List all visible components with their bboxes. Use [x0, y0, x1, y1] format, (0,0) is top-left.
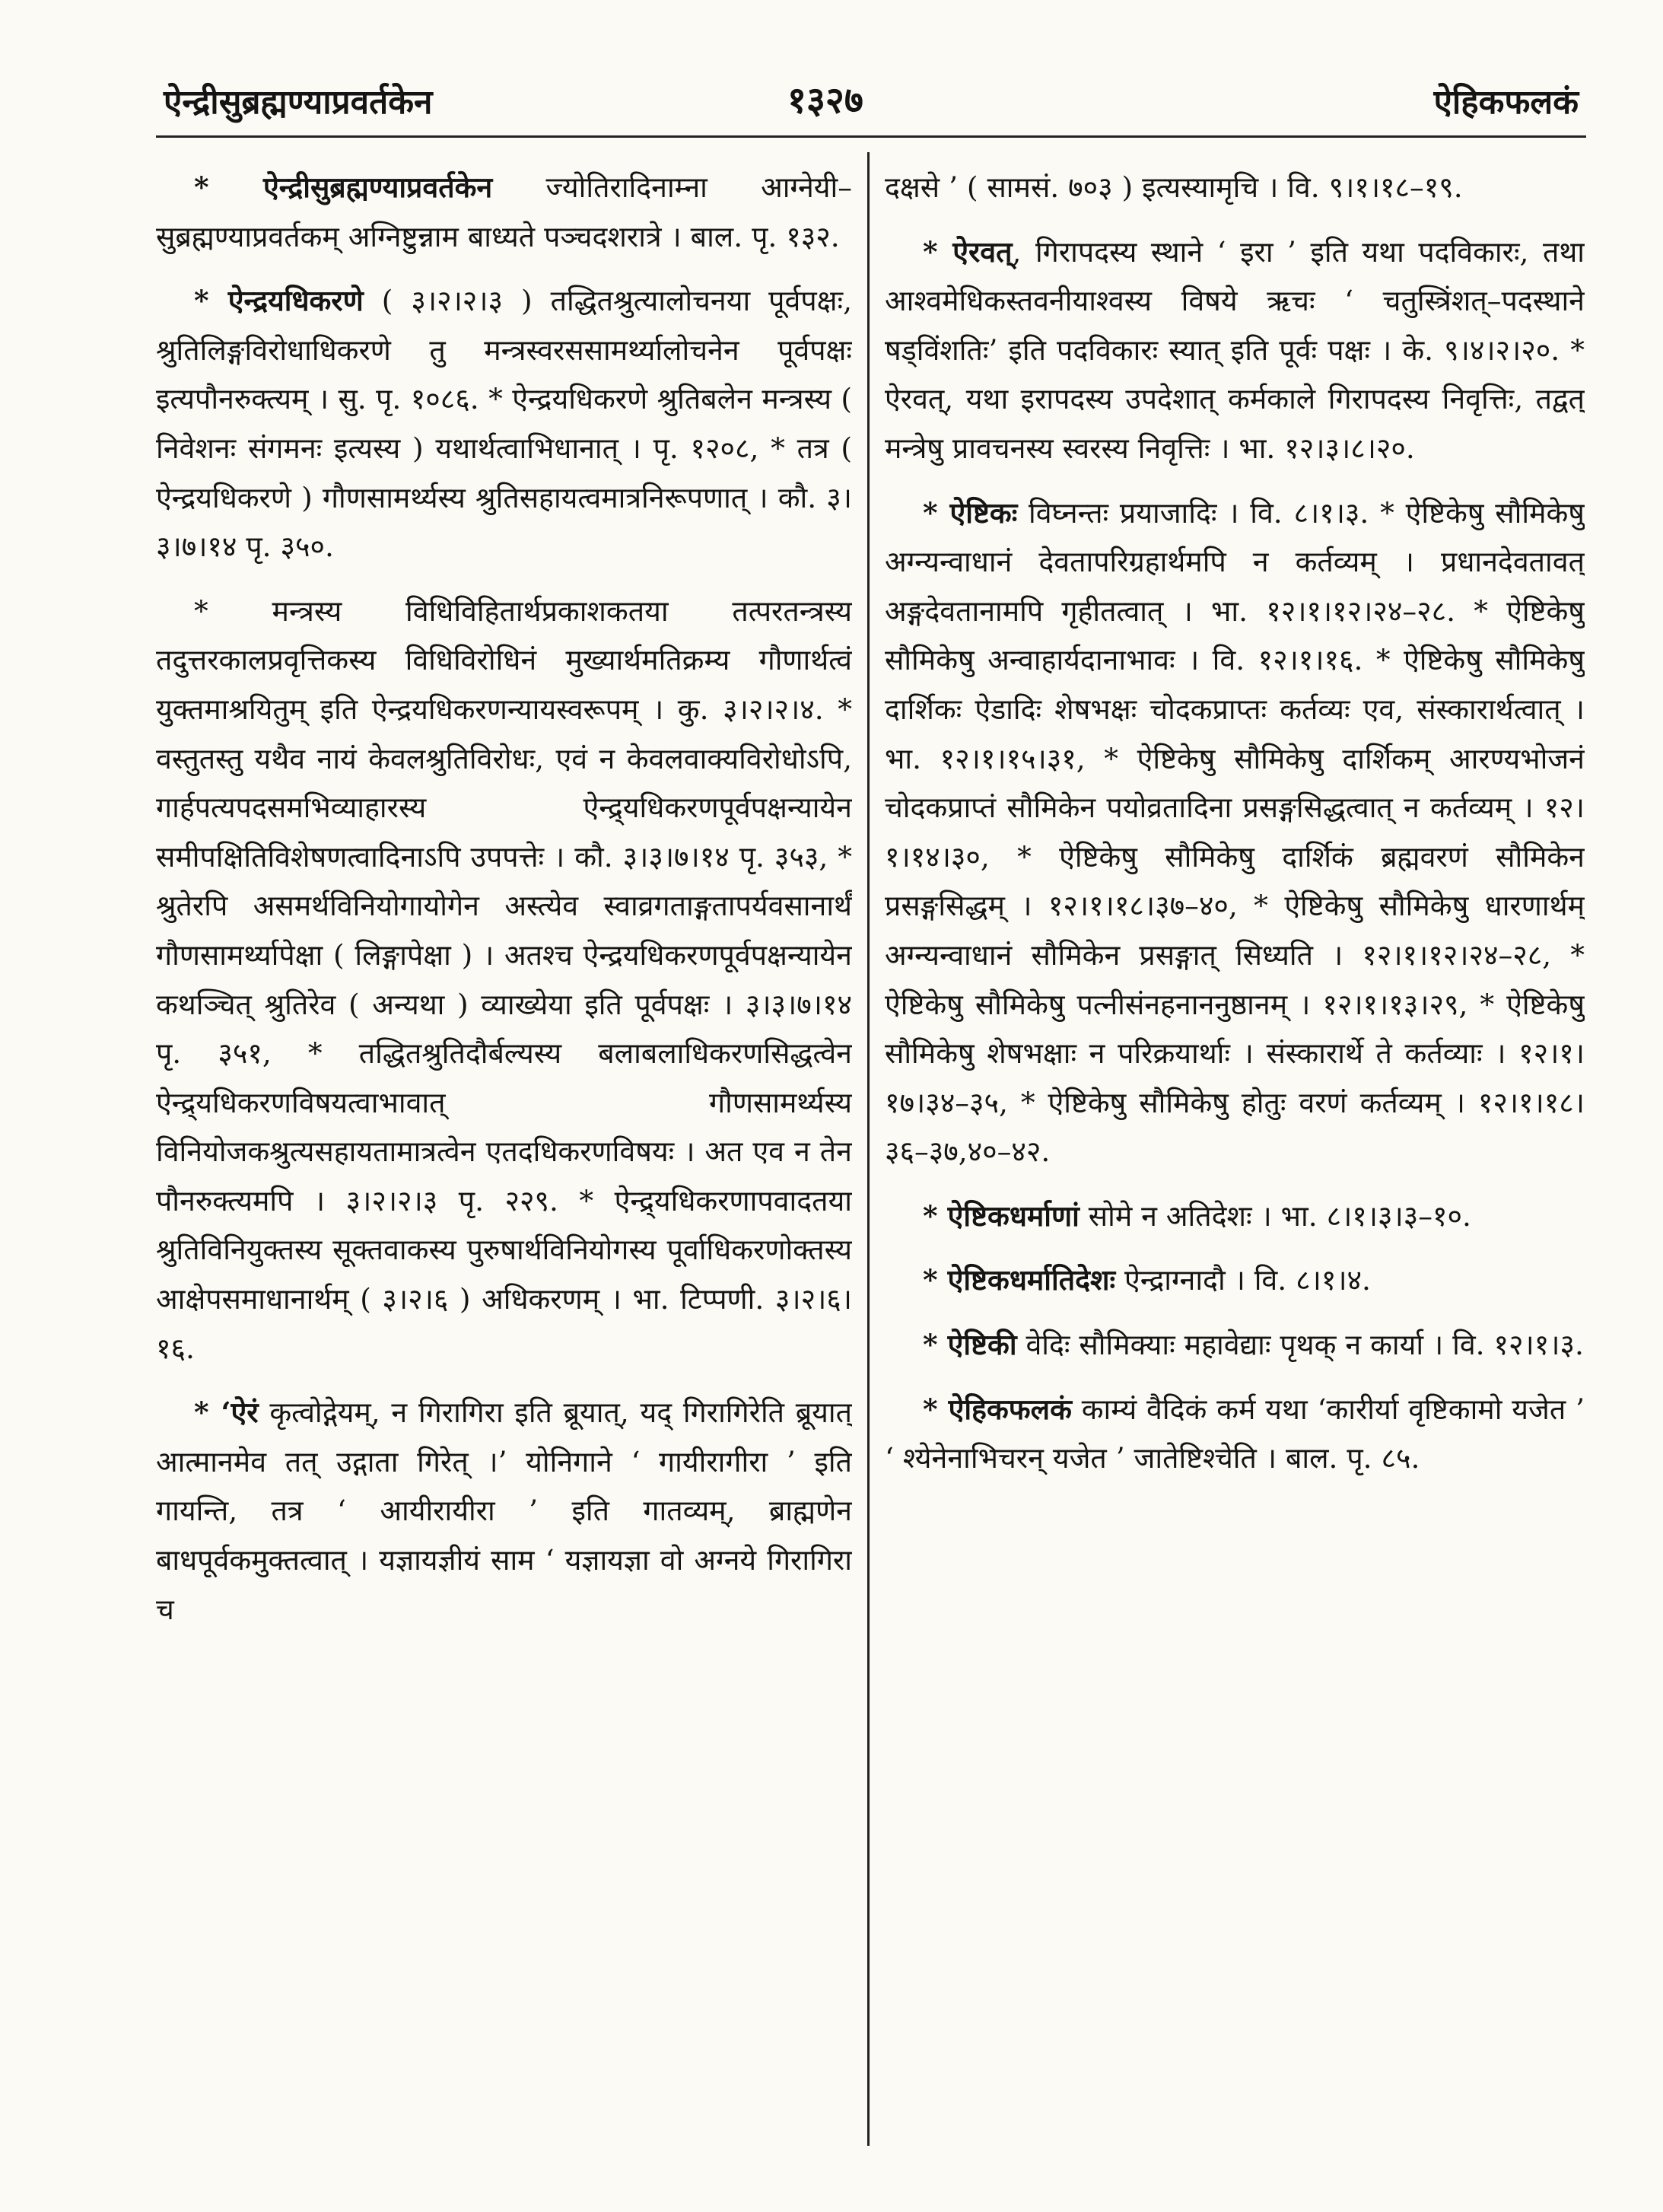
- entry-headword: * ऐष्टिकी: [923, 1328, 1017, 1362]
- entry-text: , गिरापदस्य स्थाने ‘ इरा ’ इति यथा पदविकारः, तथा आश्वमेधिकस्तवनीयाश्वस्य विषये ऋचः ‘ चतुस्त्रिंशत्–पदस्थाने षड्विंशतिः’ इति पदविकारः स्यात् इति पूर्वः पक्षः । के. ९।४।२।२०. * ऐरवत्, यथा इरापदस्य उपदेशात् कर्मकाले गिरापदस्य निवृत्तिः, तद्वत् मन्त्रेषु प्रावचनस्य स्वरस्य निवृत्तिः । भा. १२।३।८।२०.: [885, 234, 1585, 465]
- entry-text: ज्योतिरादिनाम्ना आग्नेयी–सुब्रह्मण्याप्रवर्तकम् अग्निष्टुन्नाम बाध्यते पञ्चदशरात्रे । बाल. पृ. १३२.: [156, 170, 852, 253]
- entry-text: वेदिः सौमिक्याः महावेद्याः पृथक् न कार्या । वि. १२।१।३.: [1016, 1328, 1584, 1362]
- entry-paragraph: [885, 228, 1585, 473]
- left-column: [156, 163, 852, 2166]
- header-left-catchword: ऐन्द्रीसुब्रह्मण्याप्रवर्तकेन: [164, 83, 433, 122]
- entry-text: दक्षसे ’ ( सामसं. ७०३ ) इत्यस्यामृचि । वि. ९।१।१८–१९.: [885, 170, 1463, 204]
- entry-headword: * ऐरवत्: [923, 234, 1013, 269]
- entry-text: कृत्वोद्गेयम्, न गिरागिरा इति ब्रूयात्, यद् गिरागिरेति ब्रूयात् आत्मानमेव तत् उद्गाता गिरेत् ।’ योनिगाने ‘ गायीरागीरा ’ इति गायन्ति, तत्र ‘ आयीरायीरा ’ इति गातव्यम्, ब्राह्मणेन बाधपूर्वकमुक्तत्वात् । यज्ञायज्ञीयं साम ‘ यज्ञायज्ञा वो अग्नये गिरागिरा च: [156, 1396, 852, 1626]
- entry-paragraph: [156, 1388, 852, 1634]
- entry-paragraph: [156, 587, 852, 1373]
- entry-text: ( ३।२।२।३ ) तद्धितश्रुत्यालोचनया पूर्वपक्षः, श्रुतिलिङ्गविरोधाधिकरणे तु मन्त्रस्वरससामर्थ्यालोचनेन पूर्वपक्षः इत्यपौनरुक्त्यम् । सु. पृ. १०८६. * ऐन्द्रयधिकरणे श्रुतिबलेन मन्त्रस्य ( निवेशनः संगमनः इत्यस्य ) यथार्थत्वाभिधानात् । पृ. १२०८, * तत्र ( ऐन्द्रयधिकरणे ) गौणसामर्थ्यस्य श्रुतिसहायत्वमात्रनिरूपणात् । कौ. ३।३।७।१४ पृ. ३५०.: [156, 284, 852, 564]
- entry-paragraph: [156, 163, 852, 261]
- entry-headword: * ऐहिकफलकं: [923, 1392, 1072, 1426]
- header-right-catchword: ऐहिकफलकं: [1433, 83, 1579, 122]
- entry-paragraph: [885, 163, 1585, 212]
- right-column: [885, 163, 1585, 2166]
- entry-paragraph: [156, 276, 852, 571]
- entry-headword: * ऐष्टिकधर्मातिदेशः: [923, 1263, 1116, 1297]
- entry-text: काम्यं वैदिकं कर्म यथा ‘कारीर्या वृष्टिकामो यजेत ’ ‘ श्येनेनाभिचरन् यजेत ’ जातेष्टिश्चेति । बाल. पृ. ८५.: [885, 1392, 1585, 1475]
- entry-text: विघ्नन्तः प्रयाजादिः । वि. ८।१।३. * ऐष्टिकेषु सौमिकेषु अग्न्यन्वाधानं देवतापरिग्रहार्थमपि न कर्तव्यम् । प्रधानदेवतावत् अङ्गदेवतानामपि गृहीतत्वात् । भा. १२।१।१२।२४–२८. * ऐष्टिकेषु सौमिकेषु अन्वाहार्यदानाभावः । वि. १२।१।१६. * ऐष्टिकेषु सौमिकेषु दार्शिकः ऐडादिः शेषभक्षः चोदकप्राप्तः कर्तव्यः एव, संस्कारार्थत्वात् । भा. १२।१।१५।३१, * ऐष्टिकेषु सौमिकेषु दार्शिकम् आरण्यभोजनं चोदकप्राप्तं सौमिकेन पयोव्रतादिना प्रसङ्गसिद्धत्वात् न कर्तव्यम् । १२।१।१४।३०, * ऐष्टिकेषु सौमिकेषु दार्शिकं ब्रह्मवरणं सौमिकेन प्रसङ्गसिद्धम् । १२।१।१८।३७–४०, * ऐष्टिकेषु सौमिकेषु धारणार्थम् अग्न्यन्वाधानं सौमिकेन प्रसङ्गात् सिध्यति । १२।१।१२।२४–२८, * ऐष्टिकेषु सौमिकेषु पत्नीसंनहनाननुष्ठानम् । १२।१।१३।२९, * ऐष्टिकेषु सौमिकेषु शेषभक्षाः न परिक्रयार्थाः । संस्कारार्थे ते कर्तव्याः । १२।१।१७।३४–३५, * ऐष्टिकेषु सौमिकेषु होतुः वरणं कर्तव्यम् । १२।१।१८।३६–३७,४०–४२.: [885, 495, 1585, 1169]
- entry-headword: * ऐन्द्रीसुब्रह्मण्याप्रवर्तकेन: [194, 170, 493, 204]
- entry-text: सोमे न अतिदेशः । भा. ८।१।३।३–१०.: [1079, 1198, 1471, 1233]
- header-rule: [156, 135, 1586, 138]
- entry-headword: * ऐष्टिकः: [923, 495, 1018, 530]
- entry-paragraph: [885, 1320, 1585, 1370]
- running-header: [164, 67, 1579, 129]
- column-divider: [867, 152, 870, 2146]
- entry-text: * मन्त्रस्य विधिविहितार्थप्रकाशकतया तत्परतन्त्रस्य तदुत्तरकालप्रवृत्तिकस्य विधिविरोधिनं मुख्यार्थमतिक्रम्य गौणार्थत्वं युक्तमाश्रयितुम् इति ऐन्द्रयधिकरणन्यायस्वरूपम् । कु. ३।२।२।४. * वस्तुतस्तु यथैव नायं केवलश्रुतिविरोधः, एवं न केवलवाक्यविरोधोऽपि, गार्हपत्यपदसमभिव्याहारस्य ऐन्द्र्यधिकरणपूर्वपक्षन्यायेन समीपक्षितिविशेषणत्वादिनाऽपि उपपत्तेः । कौ. ३।३।७।१४ पृ. ३५३, * श्रुतेरपि असमर्थविनियोगायोगेन अस्त्येव स्वाव्रगताङ्गतापर्यवसानार्थं गौणसामर्थ्यापेक्षा ( लिङ्गापेक्षा ) । अतश्च ऐन्द्रयधिकरणपूर्वपक्षन्यायेन कथञ्चित् श्रुतिरेव ( अन्यथा ) व्याख्येया इति पूर्वपक्षः । ३।३।७।१४ पृ. ३५१, * तद्धितश्रुतिदौर्बल्यस्य बलाबलाधिकरणसिद्धत्वेन ऐन्द्र्यधिकरणविषयत्वाभावात् गौणसामर्थ्यस्य विनियोजकश्रुत्यसहायतामात्रत्वेन एतदधिकरणविषयः । अत एव न तेन पौनरुक्त्यमपि । ३।२।२।३ पृ. २२९. * ऐन्द्र्यधिकरणापवादतया श्रुतिविनियुक्तस्य सूक्तवाकस्य पुरुषार्थविनियोगस्य पूर्वाधिकरणोक्तस्य आक्षेपसमाधानार्थम् ( ३।२।६ ) अधिकरणम् । भा. टिप्पणी. ३।२।६।१६.: [156, 594, 852, 1365]
- entry-headword: * ‘ऐरं: [194, 1396, 259, 1430]
- entry-text: ऐन्द्राग्नादौ । वि. ८।१।४.: [1115, 1263, 1371, 1297]
- entry-headword: * ऐन्द्रयधिकरणे: [194, 284, 364, 318]
- page-number: १३२७: [787, 79, 863, 122]
- entry-paragraph: [885, 1192, 1585, 1241]
- entry-paragraph: [885, 1385, 1585, 1483]
- entry-paragraph: [885, 1256, 1585, 1305]
- entry-headword: * ऐष्टिकधर्माणां: [923, 1198, 1080, 1233]
- entry-paragraph: [885, 489, 1585, 1176]
